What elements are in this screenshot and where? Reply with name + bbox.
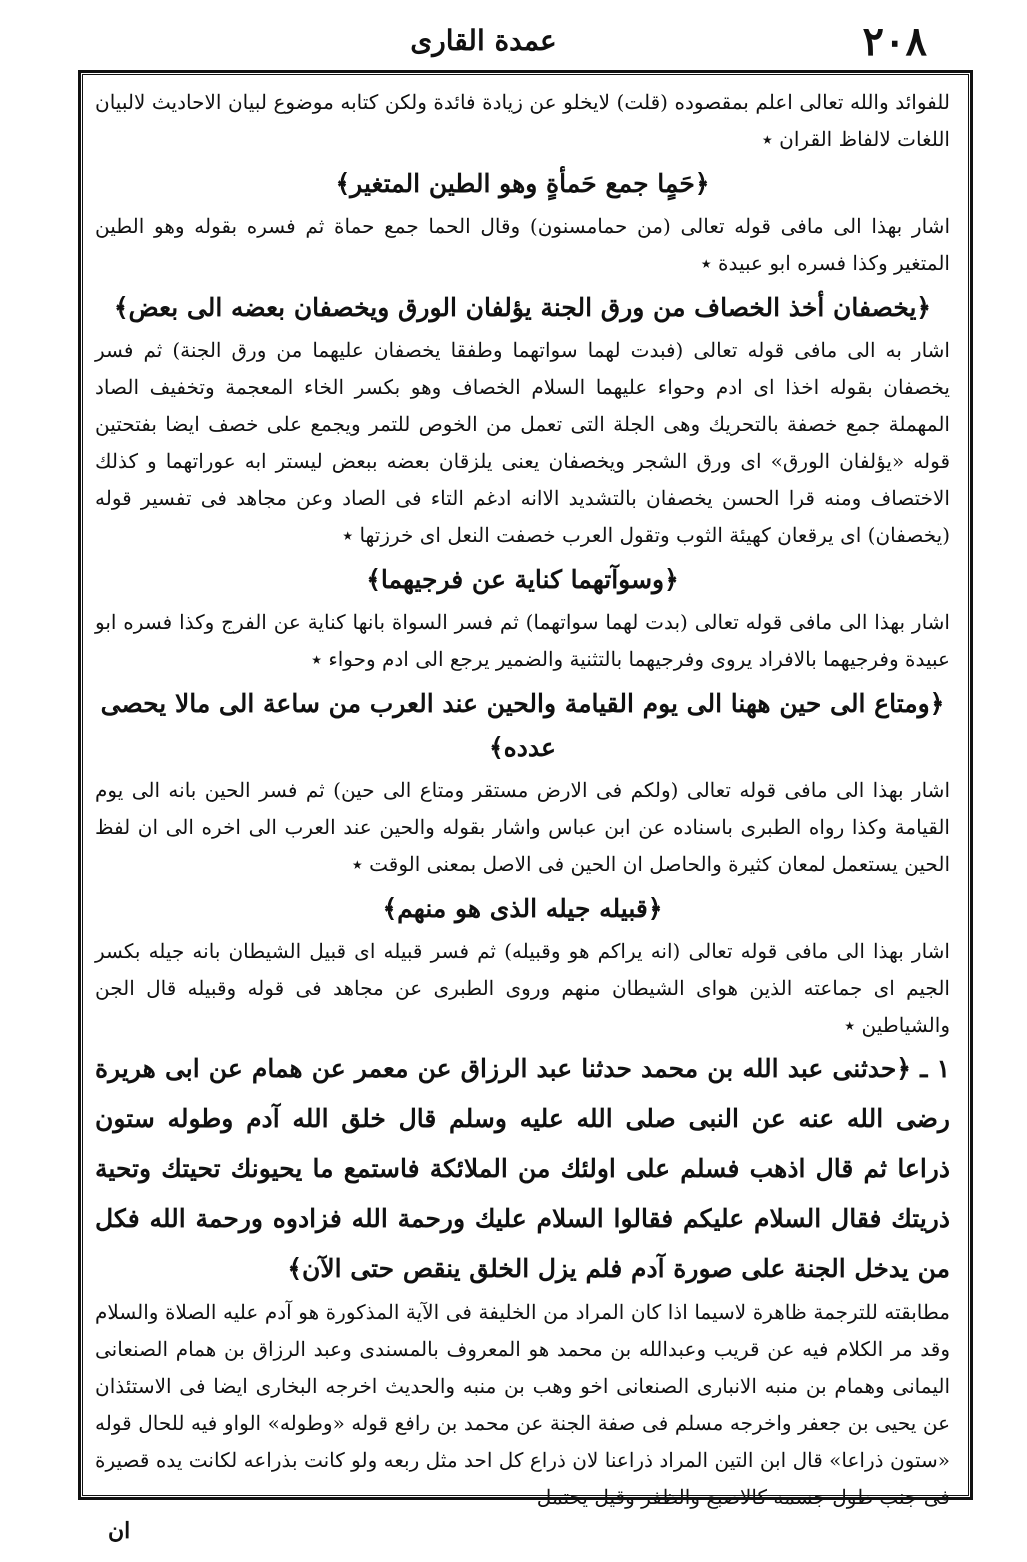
page-number: ٢٠٨ [862,18,927,65]
paragraph: للفوائد والله تعالى اعلم بمقصوده (قلت) لايخلو عن زيادة فائدة ولكن كتابه موضوع لبيان الاحاديث لالبيان اللغات لالفاظ القران ٭ [95,90,950,151]
hadith-text: ١ ـ ﴿حدثنى عبد الله بن محمد حدثنا عبد الرزاق عن معمر عن همام عن ابى هريرة رضى الله عنه عن النبى صلى الله عليه وسلم قال خلق الله آدم وطوله ستون ذراعا ثم قال اذهب فسلم على اولئك من الملائكة فاستمع ما يحيونك تحيتك وتحية ذريتك فقال السلام عليكم فقالوا السلام عليك ورحمة الله فزادوه ورحمة الله فكل من يدخل الجنة على صورة آدم فلم يزل الخلق ينقص حتى الآن﴾ [95,1054,950,1283]
section-heading: ﴿ومتاع الى حين ههنا الى يوم القيامة والحين عند العرب من ساعة الى مالا يحصى عدده﴾ [100,689,945,762]
catchword: ان [108,1518,131,1544]
paragraph: مطابقته للترجمة ظاهرة لاسيما اذا كان المراد من الخليفة فى الآية المذكورة هو آدم عليه الصلاة والسلام وقد مر الكلام فيه عن قريب وعبدالله بن محمد هو المعروف بالمسندى وعبد الرزاق بن همام الصنعانى اليمانى وهمام بن منبه الانبارى الصنعانى اخو وهب بن منبه والحديث اخرجه البخارى ايضا فى الاستئذان عن يحيى بن جعفر واخرجه مسلم فى صفة الجنة عن محمد بن رافع قوله «وطوله» الواو فيه للحال قوله «ستون ذراعا» قال ابن التين المراد ذراعنا لان ذراع كل احد مثل ربعه ولو كانت بذراعه لكانت يده قصيرة فى جنب طول جسمه كالاصبع والظفر وقيل يحتمل [95,1300,950,1509]
section-heading: ﴿قبيله جيله الذى هو منهم﴾ [382,894,663,923]
page-body [95,84,950,1509]
paragraph: اشار بهذا الى مافى قوله تعالى (ولكم فى الارض مستقر ومتاع الى حين) ثم فسر الحين بانه الى يوم القيامة وكذا رواه الطبرى باسناده عن ابن عباس واشار بقوله والحين عند العرب الى اخره الى ان لفظ الحين يستعمل لمعان كثيرة والحاصل ان الحين فى الاصل بمعنى الوقت ٭ [95,778,950,876]
page-header [40,18,927,66]
paragraph: اشار بهذا الى مافى قوله تعالى (بدت لهما سواتهما) ثم فسر السواة بانها كناية عن الفرج وكذا فسره ابو عبيدة وفرجيهما بالافراد يروى وفرجيهما بالتثنية والضمير يرجع الى ادم وحواء ٭ [95,610,950,671]
section-heading: ﴿وسوآتهما كناية عن فرجيهما﴾ [366,565,679,594]
section-heading: ﴿يخصفان أخذ الخصاف من ورق الجنة يؤلفان الورق ويخصفان بعضه الى بعض﴾ [113,293,932,322]
paragraph: اشار بهذا الى مافى قوله تعالى (من حمامسنون) وقال الحما جمع حماة ثم فسره بقوله وهو الطين المتغير وكذا فسره ابو عبيدة ٭ [95,214,950,275]
paragraph: اشار بهذا الى مافى قوله تعالى (انه يراكم هو وقبيله) ثم فسر قبيله اى قبيل الشيطان بانه جيله بكسر الجيم اى جماعته الذين هواى الشيطان منهم وروى الطبرى عن مجاهد فى قوله وقبيله قال الجن والشياطين ٭ [95,939,950,1037]
section-heading: ﴿حَمٍا جمع حَمأةٍ وهو الطين المتغير﴾ [335,169,710,198]
paragraph: اشار به الى مافى قوله تعالى (فبدت لهما سواتهما وطفقا يخصفان عليهما من ورق الجنة) ثم فسر يخصفان بقوله اخذا اى ادم وحواء عليهما السلام الخصاف وهو بكسر الخاء المعجمة وتخفيف الصاد المهملة جمع خصفة بالتحريك وهى الجلة التى تعمل من الخوص للتمر ويجمع على خصف ايضا بفتحتين قوله «يؤلفان الورق» اى ورق الشجر ويخصفان يعنى يلزقان بعضه ببعض ليستر ابه عوراتهما و كذلك الاختصاف ومنه قرا الحسن يخصفان بالتشديد الاانه ادغم التاء فى الصاد وعن مجاهد فى تفسير قوله (يخصفان) اى يرقعان كهيئة الثوب وتقول العرب خصفت النعل اى خرزتها ٭ [95,338,950,547]
running-title: عمدة القارى [410,24,557,57]
